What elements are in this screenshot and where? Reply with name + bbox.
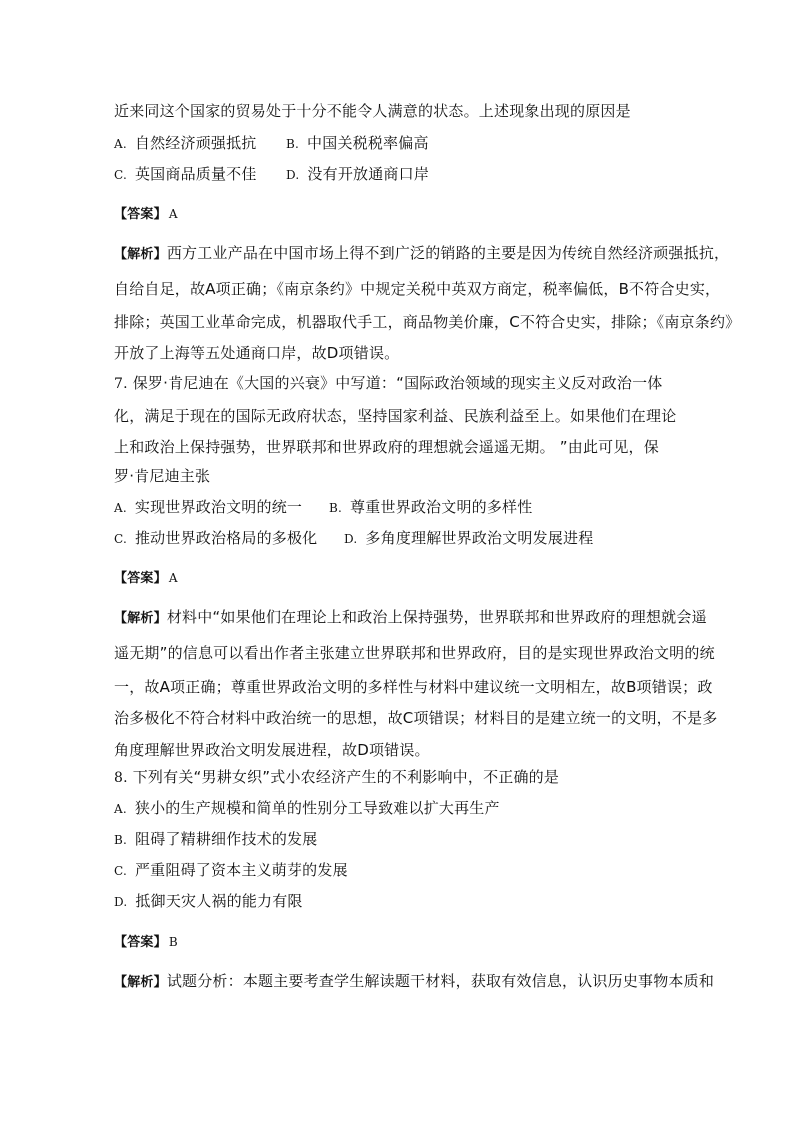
q8-option-c: [114, 860, 348, 881]
q7-answer: [114, 567, 178, 589]
q6-option-b: [286, 133, 429, 154]
q7-stem-text-1: 保罗·肯尼迪在《大国的兴衰》中写道：“国际政治领域的现实主义反对政治一体: [132, 374, 663, 392]
q7-option-b-text: 尊重世界政治文明的多样性: [350, 498, 533, 516]
q7-option-c-letter: C.: [114, 532, 127, 546]
q7-analysis-line-2: 遥无期”的信息可以看出作者主张建立世界联邦和世界政府，目的是实现世界政治文明的统: [114, 644, 715, 662]
q6-analysis-text-1: 西方工业产品在中国市场上得不到广泛的销路的主要是因为传统自然经济顽强抵抗，: [166, 244, 730, 262]
q6-analysis-line-3: 排除；英国工业革命完成，机器取代手工，商品物美价廉，C不符合史实，排除；《南京条约》: [114, 313, 741, 331]
q8-option-d-letter: D.: [114, 895, 128, 909]
q7-option-b-letter: B.: [329, 501, 343, 515]
q6-option-a-letter: A.: [114, 137, 127, 151]
q8-option-b: [114, 829, 317, 850]
q6-option-b-text: 中国关税税率偏高: [307, 134, 429, 152]
q6-option-c-text: 英国商品质量不佳: [134, 165, 257, 183]
q8-option-a-text: 狭小的生产规模和简单的性别分工导致难以扩大再生产: [134, 799, 500, 817]
q8-number: 8.: [114, 770, 128, 786]
q8-option-b-letter: B.: [114, 833, 128, 847]
q8-answer: [114, 931, 178, 953]
q8-option-d-text: 抵御天灾人祸的能力有限: [135, 892, 303, 910]
q7-options-row-2: [114, 528, 594, 549]
q6-answer: [114, 203, 178, 225]
q8-analysis-tag: 【解析】: [114, 975, 167, 990]
q8-analysis-line-1: [114, 971, 714, 993]
q8-analysis-text-1: 试题分析：本题主要考查学生解读题干材料，获取有效信息，认识历史事物本质和: [166, 972, 715, 990]
q7-analysis-text-1: 材料中“如果他们在理论上和政治上保持强势，世界联邦和世界政府的理想就会遥: [166, 608, 707, 626]
q7-option-a-letter: A.: [114, 501, 127, 515]
q7-answer-tag: 【答案】: [114, 571, 167, 586]
q6-option-d: [286, 164, 429, 185]
q7-stem-line-1: [114, 373, 662, 394]
q7-stem-line-4: 罗·肯尼迪主张: [114, 467, 211, 485]
q7-analysis-line-5: 角度理解世界政治文明发展进程，故D项错误。: [114, 741, 430, 759]
q7-analysis-line-1: [114, 607, 707, 629]
q7-stem-line-3: 上和政治上保持强势，世界联邦和世界政府的理想就会遥遥无期。 ”由此可见，保: [114, 438, 659, 456]
q6-option-b-letter: B.: [286, 137, 300, 151]
q6-answer-value: A: [168, 207, 178, 221]
q7-option-d-letter: D.: [344, 532, 358, 546]
q8-option-a-letter: A.: [114, 802, 127, 816]
q7-option-b: [329, 497, 532, 518]
q6-option-d-text: 没有开放通商口岸: [307, 165, 430, 183]
q8-answer-tag: 【答案】: [114, 935, 167, 950]
q6-options-row-1: [114, 133, 429, 154]
q8-option-c-letter: C.: [114, 864, 127, 878]
q6-option-c-letter: C.: [114, 168, 127, 182]
q8-option-c-text: 严重阻碍了资本主义萌芽的发展: [134, 861, 348, 879]
q8-stem: [114, 767, 559, 788]
q7-stem-line-2: 化，满足于现在的国际无政府状态，坚持国家利益、民族利益至上。如果他们在理论: [114, 407, 677, 425]
q7-analysis-tag: 【解析】: [114, 611, 167, 626]
q7-analysis-line-3: 一，故A项正确；尊重世界政治文明的多样性与材料中建议统一文明相左，故B项错误；政: [114, 678, 713, 696]
q8-answer-value: B: [168, 935, 178, 949]
q7-answer-value: A: [168, 571, 178, 585]
q6-stem-tail: 近来同这个国家的贸易处于十分不能令人满意的状态。上述现象出现的原因是: [114, 102, 631, 120]
q6-answer-tag: 【答案】: [114, 207, 167, 222]
q8-stem-text: 下列有关“男耕女织”式小农经济产生的不利影响中，不正确的是: [132, 768, 560, 786]
q7-analysis-line-4: 治多极化不符合材料中政治统一的思想，故C项错误；材料目的是建立统一的文明，不是多: [114, 709, 718, 727]
q7-number: 7.: [114, 376, 128, 392]
q7-option-c-text: 推动世界政治格局的多极化: [134, 529, 318, 547]
q7-options-row-1: [114, 497, 533, 518]
q6-analysis-line-4: 开放了上海等五处通商口岸，故D项错误。: [114, 344, 400, 362]
q6-options-row-2: [114, 164, 430, 185]
q6-analysis-line-1: [114, 243, 729, 265]
q7-option-a-text: 实现世界政治文明的统一: [134, 498, 303, 516]
q6-option-a-text: 自然经济顽强抵抗: [134, 134, 257, 152]
q6-analysis-line-2: 自给自足，故A项正确；《南京条约》中规定关税中英双方商定，税率偏低，B不符合史实，: [114, 280, 721, 298]
q8-option-d: [114, 891, 303, 912]
q6-option-d-letter: D.: [286, 168, 300, 182]
q8-option-b-text: 阻碍了精耕细作技术的发展: [135, 830, 318, 848]
q7-option-d-text: 多角度理解世界政治文明发展进程: [365, 529, 594, 547]
q8-option-a: [114, 798, 500, 819]
q7-option-d: [344, 528, 593, 549]
q6-analysis-tag: 【解析】: [114, 247, 167, 262]
